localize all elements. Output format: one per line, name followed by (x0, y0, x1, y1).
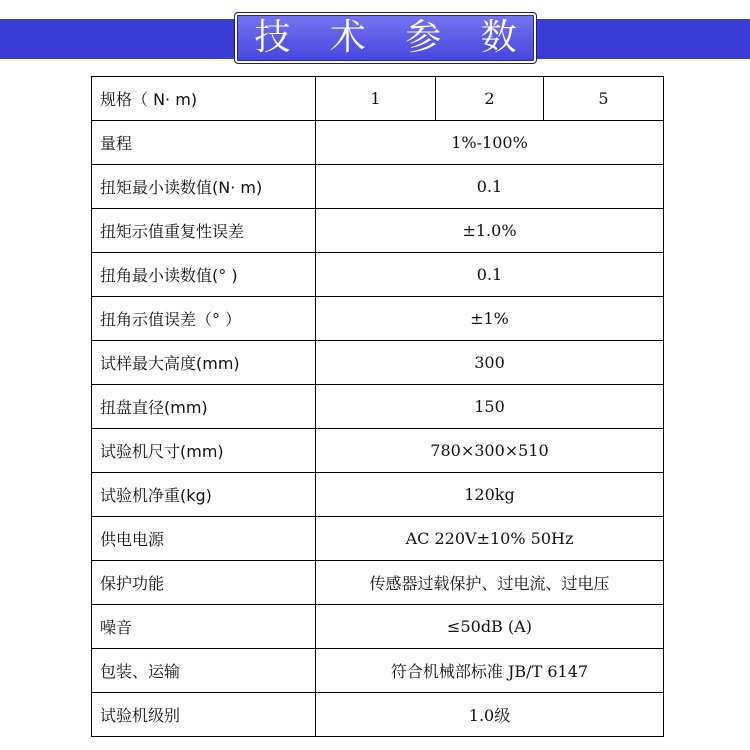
row-value: 300 (316, 341, 664, 385)
row-value: 780×300×510 (316, 429, 664, 473)
table-row (92, 341, 664, 385)
row-label: 试样最大高度(mm) (92, 341, 316, 385)
row-value: 符合机械部标准 JB/T 6147 (316, 649, 664, 693)
row-label: 保护功能 (92, 561, 316, 605)
table-row-spec-header (92, 77, 664, 121)
table-row (92, 605, 664, 649)
table-row (92, 693, 664, 737)
row-label: 扭矩示值重复性误差 (92, 209, 316, 253)
row-value: ±1.0% (316, 209, 664, 253)
row-label: 试验机净重(kg) (92, 473, 316, 517)
table-row (92, 121, 664, 165)
row-label: 供电电源 (92, 517, 316, 561)
row-value: 1%-100% (316, 121, 664, 165)
row-value: ≤50dB (A) (316, 605, 664, 649)
spec-table (91, 76, 664, 737)
row-value: ±1% (316, 297, 664, 341)
row-value: 0.1 (316, 165, 664, 209)
row-label: 扭角示值误差（° ） (92, 297, 316, 341)
spec-value-5: 5 (544, 77, 664, 121)
row-label: 包装、运输 (92, 649, 316, 693)
row-value: 1.0级 (316, 693, 664, 737)
row-value: AC 220V±10% 50Hz (316, 517, 664, 561)
table-row (92, 297, 664, 341)
row-label: 扭矩最小读数值(N· m) (92, 165, 316, 209)
spec-header-label: 规格（ N· m) (92, 77, 316, 121)
table-row (92, 473, 664, 517)
row-value: 0.1 (316, 253, 664, 297)
table-row (92, 649, 664, 693)
row-value: 120kg (316, 473, 664, 517)
row-label: 试验机尺寸(mm) (92, 429, 316, 473)
row-value: 150 (316, 385, 664, 429)
table-row (92, 429, 664, 473)
row-label: 噪音 (92, 605, 316, 649)
row-label: 扭盘直径(mm) (92, 385, 316, 429)
table-row (92, 209, 664, 253)
page-title: 技 术 参 数 (254, 17, 531, 58)
title-box (234, 12, 537, 64)
row-label: 试验机级别 (92, 693, 316, 737)
spec-value-1: 1 (316, 77, 436, 121)
row-label: 扭角最小读数值(° ) (92, 253, 316, 297)
table-row (92, 561, 664, 605)
spec-value-2: 2 (436, 77, 544, 121)
table-row (92, 253, 664, 297)
row-value: 传感器过载保护、过电流、过电压 (316, 561, 664, 605)
table-row (92, 385, 664, 429)
table-row (92, 165, 664, 209)
table-row (92, 517, 664, 561)
row-label: 量程 (92, 121, 316, 165)
